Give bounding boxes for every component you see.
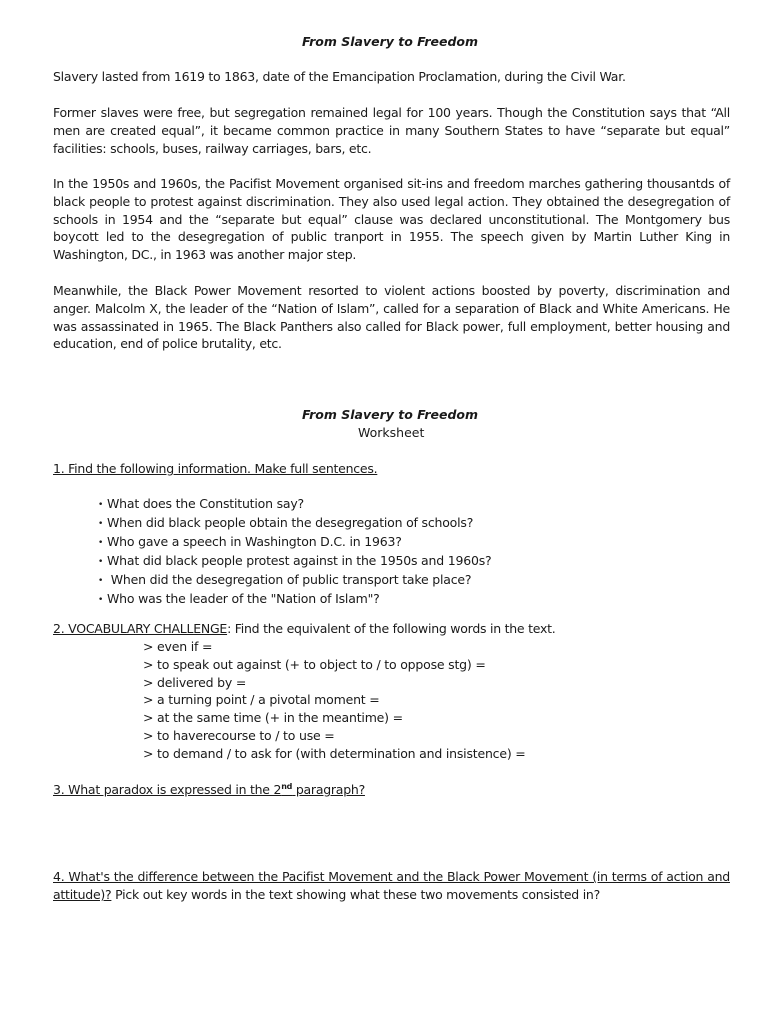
list-item-text: When did black people obtain the desegregation of schools? bbox=[107, 515, 474, 530]
question-4-heading bbox=[53, 868, 730, 904]
bullet-icon: • bbox=[98, 519, 104, 529]
vocab-item: > even if = bbox=[143, 639, 213, 654]
list-item-text: Who was the leader of the "Nation of Islam"? bbox=[107, 591, 380, 606]
paragraph-1: Slavery lasted from 1619 to 1863, date of the Emancipation Proclamation, during the Civil War. bbox=[53, 69, 626, 84]
vocabulary-list bbox=[143, 638, 526, 763]
document-title: From Slavery to Freedom bbox=[301, 34, 479, 49]
list-item-text: Who gave a speech in Washington D.C. in 1963? bbox=[107, 534, 402, 549]
bullet-icon: • bbox=[98, 576, 104, 586]
paragraph-3: In the 1950s and 1960s, the Pacifist Movement organised sit-ins and freedom marches gathering thousantds of black people to protest against discrimination. They also used legal action. They obtained the desegregation of schools in 1954 and the “separate but equal” clause was declared unconstitutional. The Montgomery bus boycott led to the desegregation of public tranport in 1955. The speech given by Martin Luther King in Washington, DC., in 1963 was another major step. bbox=[53, 176, 730, 263]
worksheet-title: From Slavery to Freedom bbox=[301, 407, 479, 422]
list-item-text: What does the Constitution say? bbox=[107, 496, 304, 511]
question-4-question: 4. What's the difference between the Pacifist Movement and the Black Power Movement (in terms of action and attitude)? bbox=[53, 869, 730, 902]
vocab-item: > to speak out against (+ to object to / to oppose stg) = bbox=[143, 656, 486, 672]
worksheet-subtitle: Worksheet bbox=[358, 425, 425, 440]
vocab-item: > to demand / to ask for (with determination and insistence) = bbox=[143, 745, 526, 761]
list-item-text: What did black people protest against in the 1950s and 1960s? bbox=[107, 553, 492, 568]
list-item bbox=[98, 495, 492, 514]
bullet-icon: • bbox=[98, 500, 104, 510]
bullet-icon: • bbox=[98, 538, 104, 548]
vocab-item: > delivered by = bbox=[143, 674, 247, 690]
vocab-item: > to haverecourse to / to use = bbox=[143, 727, 335, 743]
question-1-list bbox=[98, 495, 492, 609]
list-item-text: When did the desegregation of public transport take place? bbox=[107, 572, 472, 587]
ordinal-suffix: nd bbox=[281, 781, 293, 791]
list-item bbox=[98, 514, 492, 533]
vocab-item: > a turning point / a pivotal moment = bbox=[143, 692, 380, 708]
list-item bbox=[98, 571, 492, 590]
question-3-text: 3. What paradox is expressed in the 2 bbox=[53, 782, 282, 797]
vocab-item: > at the same time (+ in the meantime) = bbox=[143, 710, 403, 726]
question-2-heading bbox=[53, 621, 556, 636]
list-item bbox=[98, 590, 492, 609]
paragraph-4: Meanwhile, the Black Power Movement resorted to violent actions boosted by poverty, discrimination and anger. Malcolm X, the leader of the “Nation of Islam”, called for a separation of Black and White Americans. He was assassinated in 1965. The Black Panthers also called for Black power, full employment, better housing and education, end of police brutality, etc. bbox=[53, 283, 730, 352]
question-2-label: 2. VOCABULARY CHALLENGE bbox=[53, 621, 228, 636]
bullet-icon: • bbox=[98, 557, 104, 567]
bullet-icon: • bbox=[98, 595, 104, 605]
question-3-text-end: paragraph? bbox=[292, 782, 365, 797]
list-item bbox=[98, 552, 492, 571]
question-4-instruction: Pick out key words in the text showing what these two movements consisted in? bbox=[111, 887, 600, 902]
list-item bbox=[98, 533, 492, 552]
question-1-heading: 1. Find the following information. Make full sentences. bbox=[53, 461, 378, 476]
question-3-heading bbox=[53, 782, 365, 797]
question-2-instruction: : Find the equivalent of the following words in the text. bbox=[227, 621, 556, 636]
paragraph-2: Former slaves were free, but segregation remained legal for 100 years. Though the Constitution says that “All men are created equal”, it became common practice in many Southern States to have “separate but equal” facilities: schools, buses, railway carriages, bars, etc. bbox=[53, 105, 730, 156]
